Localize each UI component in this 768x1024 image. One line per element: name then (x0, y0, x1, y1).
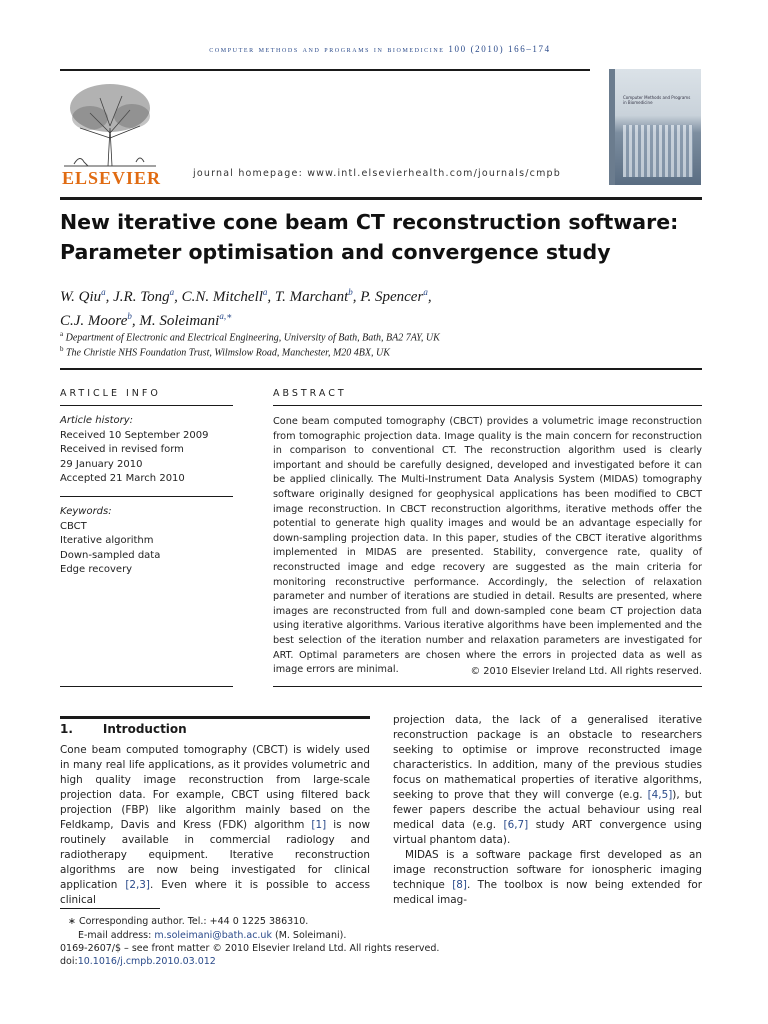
affiliation-b (60, 345, 390, 358)
author-name: M. Soleimani (139, 313, 220, 329)
footnote-rule (60, 908, 160, 909)
authors-line-1 (60, 283, 710, 307)
author-affil-mark[interactable]: b (348, 287, 353, 297)
author-affil-mark[interactable]: b (127, 311, 132, 321)
author-separator: , (352, 289, 361, 305)
body-text: study ART convergence using virtual phantom data). (393, 819, 702, 846)
body-text: Cone beam computed tomography (CBCT) is widely used in many real life applications, as it provides volumetric and high quality image reconstruction from large-scale projection data. For example, CBCT using filtered back projection (FBP) like algorithm mainly based on the Feldkamp, Davis and Kress (FDK) algorithm (60, 744, 370, 831)
citation-link[interactable]: [4,5] (647, 789, 673, 801)
author-name: J.R. Tong (113, 289, 170, 305)
cover-graphic (623, 125, 693, 177)
title-top-rule (60, 197, 702, 200)
article-history (60, 414, 235, 487)
section-heading-introduction (60, 722, 187, 736)
journal-cover-thumbnail (609, 69, 701, 185)
author-affil-mark[interactable]: a,∗ (219, 311, 233, 321)
title-line-2: Parameter optimisation and convergence study (60, 240, 611, 264)
intro-right-column (393, 713, 702, 908)
citation-link[interactable]: [6,7] (503, 819, 529, 831)
citation-link[interactable]: [2,3] (125, 879, 150, 891)
citation-link[interactable]: [8] (452, 879, 467, 891)
keyword-item: Down-sampled data (60, 549, 161, 561)
paragraph (393, 713, 702, 848)
history-item: 29 January 2010 (60, 458, 143, 470)
author-name: C.N. Mitchell (181, 289, 263, 305)
corresponding-author-note: ∗ Corresponding author. Tel.: +44 0 1225 386310. (68, 916, 309, 927)
info-bottom-rule (60, 686, 233, 687)
keywords-rule (60, 496, 233, 497)
keyword-item: CBCT (60, 520, 87, 532)
affiliation-mark: a (60, 330, 64, 338)
citation-link[interactable]: [1] (311, 819, 327, 831)
author-affil-mark[interactable]: a (169, 287, 175, 297)
email-label: E-mail address: (78, 930, 155, 941)
email-note (78, 930, 346, 941)
cover-title: Computer Methods and Programs in Biomedicine (623, 95, 691, 105)
body-text: is now routinely available in commercial radiology and radiotherapy equipment. Iterative reconstruction algorithms are now being investigated for clinical application (60, 819, 370, 891)
paragraph (393, 848, 702, 908)
header-rule (60, 69, 590, 71)
article-info-heading: ARTICLE INFO (60, 388, 161, 399)
affiliation-mark: b (60, 345, 64, 353)
keyword-item: Edge recovery (60, 564, 133, 576)
keywords-label: Keywords: (60, 506, 112, 517)
author-separator: , (105, 289, 114, 305)
abstract-bottom-rule (273, 686, 702, 687)
body-text: MIDAS is a software package first developed as an image reconstruction software for ionospheric imaging technique (393, 849, 702, 891)
affiliation-text: Department of Electronic and Electrical Engineering, University of Bath, Bath, BA2 7AY, UK (65, 332, 440, 344)
keyword-item: Iterative algorithm (60, 535, 154, 547)
author-affil-mark[interactable]: a (423, 287, 428, 297)
section-number: 1. (60, 722, 73, 736)
info-rule (60, 405, 233, 406)
email-suffix: (M. Soleimani). (271, 930, 347, 941)
author-name: C.J. Moore (60, 313, 128, 329)
affiliation-rule (60, 368, 702, 370)
authors-line-2 (60, 307, 710, 331)
abstract-text: Cone beam computed tomography (CBCT) provides a volumetric image reconstruction from tomographic projection data. Image quality is the main concern for reconstruction in comparison to conventional CT. The reconstruction algorithm used is clearly important and should be carefully designed, developed and investigated before it can be applied clinically. The Multi-Instrument Data Analysis System (MIDAS) tomography software originally designed for geophysical applications has been modified to CBCT image reconstruction. In CBCT reconstruction algorithms, iterative methods offer the potential to generate high quality images and would be an advantage especially for down-sampling projection data. In this paper, studies of the CBCT iterative algorithms implemented in MIDAS are presented. Stability, convergence rate, quality of reconstructed image and edge recovery are suggested as the main criteria for monitoring reconstructive performance. Accordingly, the selection of relaxation parameter and number of iterations are studied in detail. Results are presented, where images are reconstructed from full and down-sampled cone beam CT projection data using iterative algorithms. Various iterative algorithms have been implemented and the best selection of the iteration number and relaxation parameters are investigated for ART. Optimal parameters are chosen where the errors in projected data as well as image errors are minimal. (273, 416, 702, 676)
title-line-1: New iterative cone beam CT reconstruction software: (60, 210, 679, 234)
history-item: Received in revised form (60, 444, 184, 456)
author-separator: , (131, 313, 140, 329)
author-name: T. Marchant (274, 289, 349, 305)
keywords (60, 505, 235, 578)
author-name: P. Spencer (360, 289, 424, 305)
body-text: . The toolbox is now being extended for medical imag- (393, 879, 702, 906)
abstract-copyright: © 2010 Elsevier Ireland Ltd. All rights reserved. (470, 666, 702, 677)
doi-line (60, 956, 216, 967)
author-separator: , (174, 289, 182, 305)
article-title (60, 207, 710, 267)
author-affil-mark[interactable]: a (101, 287, 106, 297)
history-item: Received 10 September 2009 (60, 429, 209, 441)
intro-left-column (60, 743, 370, 908)
doi-label: doi: (60, 956, 78, 967)
author-separator: , (267, 289, 275, 305)
doi-link[interactable]: 10.1016/j.cmpb.2010.03.012 (77, 956, 216, 967)
intro-rule (60, 716, 370, 719)
author-affil-mark[interactable]: a (262, 287, 268, 297)
body-text: projection data, the lack of a generalised iterative reconstruction package is an obstacle to researchers seeking to optimise or improve reconstructed image characteristics. In addition, many of the previous studies focus on mathematical properties of iterative algorithms, seeking to prove that they will converge (e.g. (393, 714, 702, 801)
journal-homepage[interactable]: journal homepage: www.intl.elsevierhealth.com/journals/cmpb (193, 168, 561, 179)
body-text: . Even where it is possible to access clinical (60, 879, 370, 906)
abstract-heading: ABSTRACT (273, 388, 347, 399)
email-link[interactable]: m.soleimani@bath.ac.uk (154, 930, 272, 941)
abstract-rule (273, 405, 702, 406)
history-label: Article history: (60, 415, 134, 426)
history-item: Accepted 21 March 2010 (60, 473, 185, 485)
author-list (60, 283, 710, 331)
body-text: ), but fewer papers describe the actual behaviour using real medical data (e.g. (393, 789, 702, 831)
publisher-logo-text: ELSEVIER (62, 168, 162, 188)
cover-spine (609, 69, 615, 185)
section-title: Introduction (102, 722, 187, 736)
affiliation-text: The Christie NHS Foundation Trust, Wilmslow Road, Manchester, M20 4BX, UK (66, 347, 390, 359)
author-name: W. Qiu (60, 289, 102, 305)
issn-line: 0169-2607/$ – see front matter © 2010 Elsevier Ireland Ltd. All rights reserved. (60, 943, 440, 954)
affiliation-a (60, 330, 440, 343)
author-separator: , (427, 289, 432, 305)
running-head: computer methods and programs in biomedicine 100 (2010) 166–174 (209, 44, 551, 54)
